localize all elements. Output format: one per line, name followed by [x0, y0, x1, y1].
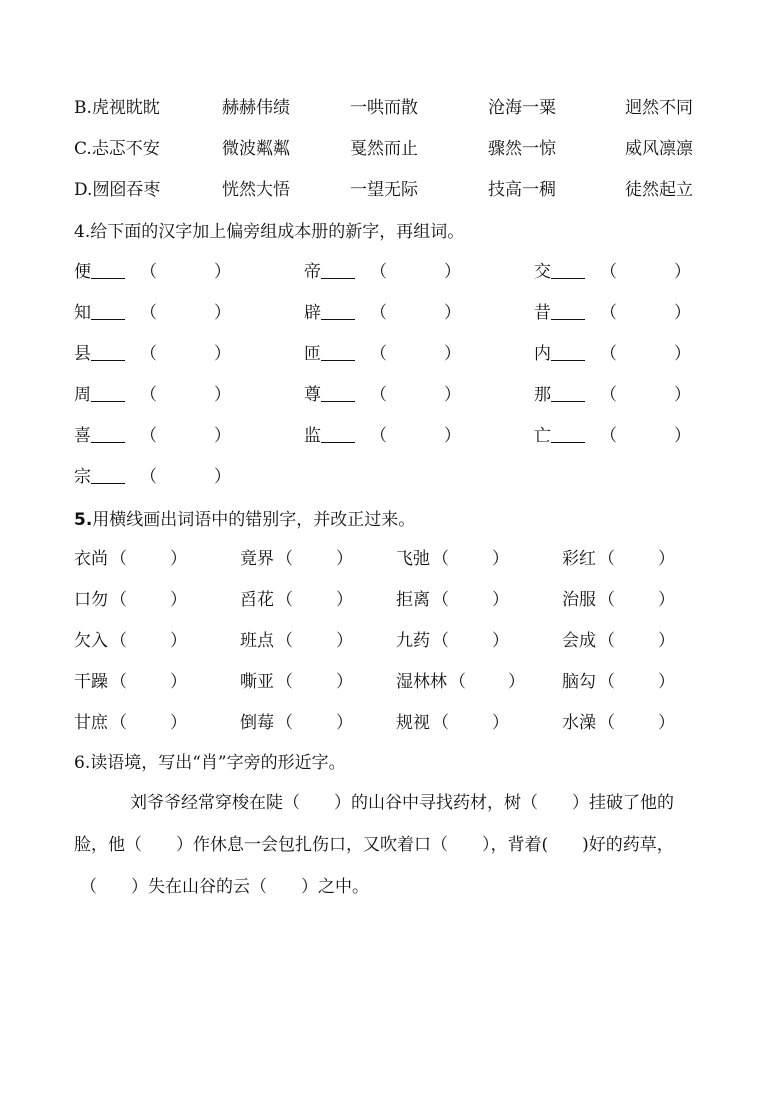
- q3-word-text: 虎视眈眈: [91, 98, 160, 118]
- q4-radical-blank[interactable]: [91, 383, 125, 402]
- q4-char: 尊: [304, 385, 321, 405]
- q4-radical-blank[interactable]: [91, 342, 125, 361]
- q4-char: 县: [74, 344, 91, 364]
- q4-radical-blank[interactable]: [321, 301, 355, 320]
- q4-paren-open: （: [370, 344, 387, 364]
- q5-word[interactable]: 嘶亚: [240, 672, 274, 692]
- q5-paren-open: （: [110, 631, 127, 651]
- q4-paren-close: ）: [214, 303, 231, 323]
- q3-option-word: [488, 93, 556, 123]
- q3-word-text: 沧海一粟: [488, 98, 556, 118]
- q4-row: [0, 380, 780, 410]
- q4-paren-open: （: [600, 344, 617, 364]
- q6-line-1: 刘爷爷经常穿梭在陡（ ）的山谷中寻找药材，树（ ）挂破了他的: [130, 793, 674, 813]
- q5-item: [240, 585, 274, 615]
- q5-row: [0, 544, 780, 574]
- q5-paren-close: ）: [658, 672, 675, 692]
- q3-option-word: [625, 134, 693, 164]
- q5-paren-open: （: [276, 713, 293, 733]
- q4-radical-blank[interactable]: [551, 301, 585, 320]
- q3-word-text: 技高一稠: [488, 180, 556, 200]
- q4-radical-blank[interactable]: [321, 424, 355, 443]
- q6-line-2: 脸，他（ ）作休息一会包扎伤口，又吹着口（ ），背着( )好的药草，: [74, 835, 674, 855]
- q4-paren-close: ）: [674, 344, 691, 364]
- q5-word[interactable]: 水澡: [562, 713, 596, 733]
- q5-paren-close: ）: [170, 672, 187, 692]
- q3-word-text: 一哄而散: [350, 98, 418, 118]
- q6-line-3: （ ）失在山谷的云（ ）之中。: [80, 877, 369, 897]
- q4-item: [74, 421, 129, 451]
- q5-paren-close: ）: [336, 631, 353, 651]
- q5-paren-open: （: [432, 590, 449, 610]
- q5-paren-close: ）: [170, 713, 187, 733]
- q4-heading: [74, 217, 464, 247]
- q4-char: 交: [534, 262, 551, 282]
- q3-option-first-word: [74, 134, 160, 164]
- q3-word-text: 威风凛凛: [625, 139, 693, 159]
- q4-radical-blank[interactable]: [321, 383, 355, 402]
- q4-radical-blank[interactable]: [91, 465, 125, 484]
- q5-item: [74, 667, 108, 697]
- q4-char: 那: [534, 385, 551, 405]
- q3-option-word: [488, 134, 556, 164]
- q5-title: 用横线画出词语中的错别字，并改正过来。: [92, 510, 416, 530]
- q3-option-word: [350, 175, 418, 205]
- q4-row: [0, 421, 780, 451]
- q3-option-first-word: [74, 175, 160, 205]
- q4-paren-close: ）: [674, 303, 691, 323]
- q3-word-text: 赫赫伟绩: [222, 98, 290, 118]
- q3-option-word: [625, 175, 693, 205]
- q4-item: [534, 339, 589, 369]
- q5-paren-open: （: [110, 549, 127, 569]
- q5-paren-open: （: [598, 549, 615, 569]
- q3-option-first-word: [74, 93, 160, 123]
- q4-paren-close: ）: [214, 344, 231, 364]
- q4-paren-close: ）: [214, 262, 231, 282]
- q4-char: 宗: [74, 467, 91, 487]
- q4-paren-open: （: [600, 426, 617, 446]
- q4-item: [74, 257, 129, 287]
- q4-row: [0, 257, 780, 287]
- q4-item: [74, 462, 129, 492]
- q4-char: 亡: [534, 426, 551, 446]
- q3-option-label: C.: [74, 139, 92, 159]
- q5-item: [74, 708, 108, 738]
- q4-item: [304, 421, 359, 451]
- q5-word[interactable]: 规视: [396, 713, 430, 733]
- q4-radical-blank[interactable]: [321, 342, 355, 361]
- q5-paren-close: ）: [492, 590, 509, 610]
- q5-row: [0, 626, 780, 656]
- q5-item: [396, 626, 430, 656]
- q4-paren-close: ）: [674, 426, 691, 446]
- q3-option-word: [488, 175, 556, 205]
- q4-radical-blank[interactable]: [551, 383, 585, 402]
- q4-char: 喜: [74, 426, 91, 446]
- q5-paren-close: ）: [336, 672, 353, 692]
- q3-word-text: 徒然起立: [625, 180, 693, 200]
- q4-item: [534, 421, 589, 451]
- q5-item: [396, 708, 430, 738]
- q4-item: [304, 257, 359, 287]
- q5-row: [0, 667, 780, 697]
- q3-option-word: [350, 134, 418, 164]
- q3-word-text: 戛然而止: [350, 139, 418, 159]
- q3-option-word: [222, 134, 290, 164]
- q4-item: [534, 257, 589, 287]
- q5-word[interactable]: 拒离: [396, 590, 430, 610]
- q5-paren-close: ）: [336, 713, 353, 733]
- q4-row: [0, 339, 780, 369]
- q3-option-row: [0, 93, 780, 123]
- q4-paren-open: （: [600, 262, 617, 282]
- q3-word-text: 骤然一惊: [488, 139, 556, 159]
- q3-option-word: [222, 93, 290, 123]
- q4-radical-blank[interactable]: [91, 301, 125, 320]
- q4-radical-blank[interactable]: [551, 260, 585, 279]
- q5-item: [240, 544, 274, 574]
- q6-passage: [74, 782, 714, 912]
- q5-row: [0, 708, 780, 738]
- q5-item: [74, 544, 108, 574]
- q3-option-label: B.: [74, 98, 92, 118]
- q4-item: [74, 339, 129, 369]
- q5-paren-open: （: [110, 590, 127, 610]
- q5-item: [562, 667, 596, 697]
- q5-item: [396, 585, 430, 615]
- q4-radical-blank[interactable]: [91, 424, 125, 443]
- q5-item: [240, 708, 274, 738]
- q4-radical-blank[interactable]: [321, 260, 355, 279]
- q5-word[interactable]: 口勿: [74, 590, 108, 610]
- q4-paren-close: ）: [674, 385, 691, 405]
- q5-paren-close: ）: [336, 590, 353, 610]
- q4-number: 4.: [74, 222, 91, 242]
- q4-item: [74, 298, 129, 328]
- q4-paren-open: （: [600, 385, 617, 405]
- q5-paren-open: （: [598, 672, 615, 692]
- q5-word[interactable]: 班点: [240, 631, 274, 651]
- q5-row: [0, 585, 780, 615]
- q4-char: 帝: [304, 262, 321, 282]
- q5-word[interactable]: 飞弛: [396, 549, 430, 569]
- q5-item: [562, 544, 596, 574]
- q5-word[interactable]: 会成: [562, 631, 596, 651]
- q4-paren-close: ）: [214, 467, 231, 487]
- q4-paren-close: ）: [444, 262, 461, 282]
- q4-paren-open: （: [600, 303, 617, 323]
- q4-paren-open: （: [370, 303, 387, 323]
- q5-paren-close: ）: [658, 549, 675, 569]
- q4-paren-open: （: [140, 385, 157, 405]
- q5-word[interactable]: 九药: [396, 631, 430, 651]
- q6-number: 6.: [74, 753, 91, 773]
- q5-paren-close: ）: [492, 549, 509, 569]
- q5-paren-close: ）: [658, 590, 675, 610]
- q3-option-word: [350, 93, 418, 123]
- q5-item: [240, 626, 274, 656]
- q5-word[interactable]: 欠入: [74, 631, 108, 651]
- q5-paren-close: ）: [492, 713, 509, 733]
- q4-paren-close: ）: [444, 385, 461, 405]
- q4-paren-close: ）: [444, 426, 461, 446]
- q5-word[interactable]: 脑勾: [562, 672, 596, 692]
- q4-item: [304, 339, 359, 369]
- q5-paren-open: （: [110, 672, 127, 692]
- q4-paren-open: （: [370, 385, 387, 405]
- q4-paren-open: （: [370, 426, 387, 446]
- q4-char: 昔: [534, 303, 551, 323]
- q4-item: [534, 380, 589, 410]
- q5-item: [562, 626, 596, 656]
- q5-paren-close: ）: [492, 631, 509, 651]
- q3-word-text: 忐忑不安: [91, 139, 160, 159]
- q5-word[interactable]: 倒莓: [240, 713, 274, 733]
- q4-radical-blank[interactable]: [551, 342, 585, 361]
- q4-char: 辟: [304, 303, 321, 323]
- q4-row: [0, 462, 780, 492]
- q4-paren-close: ）: [444, 344, 461, 364]
- q5-word[interactable]: 舀花: [240, 590, 274, 610]
- q5-item: [562, 708, 596, 738]
- q5-paren-close: ）: [170, 549, 187, 569]
- q4-paren-open: （: [140, 467, 157, 487]
- q4-item: [74, 380, 129, 410]
- q5-word[interactable]: 衣尚: [74, 549, 108, 569]
- q5-paren-close: ）: [658, 631, 675, 651]
- q5-paren-open: （: [449, 672, 466, 692]
- q4-paren-close: ）: [214, 385, 231, 405]
- q5-word[interactable]: 湿林林: [396, 672, 447, 692]
- q4-item: [304, 380, 359, 410]
- q3-word-text: 恍然大悟: [222, 180, 290, 200]
- q4-radical-blank[interactable]: [551, 424, 585, 443]
- q3-option-word: [222, 175, 290, 205]
- q5-word[interactable]: 干躁: [74, 672, 108, 692]
- q5-number: 5.: [74, 510, 93, 530]
- q5-paren-open: （: [276, 631, 293, 651]
- q4-char: 监: [304, 426, 321, 446]
- q5-item: [396, 544, 430, 574]
- q5-item: [396, 667, 447, 697]
- q5-item: [562, 585, 596, 615]
- q4-item: [534, 298, 589, 328]
- q5-paren-open: （: [276, 590, 293, 610]
- q3-option-word: [625, 93, 693, 123]
- q5-paren-close: ）: [170, 631, 187, 651]
- q5-paren-close: ）: [658, 713, 675, 733]
- q5-paren-open: （: [598, 590, 615, 610]
- q5-item: [240, 667, 274, 697]
- q5-paren-open: （: [432, 631, 449, 651]
- q4-paren-close: ）: [444, 303, 461, 323]
- q4-title: 给下面的汉字加上偏旁组成本册的新字，再组词。: [90, 222, 465, 242]
- q5-paren-close: ）: [170, 590, 187, 610]
- q3-word-text: 一望无际: [350, 180, 418, 200]
- q4-paren-open: （: [140, 344, 157, 364]
- q4-char: 知: [74, 303, 91, 323]
- q3-option-row: [0, 134, 780, 164]
- q4-paren-open: （: [370, 262, 387, 282]
- q5-item: [74, 585, 108, 615]
- q4-char: 匝: [304, 344, 321, 364]
- q5-heading: [74, 505, 415, 535]
- q5-paren-open: （: [276, 672, 293, 692]
- q6-heading: [74, 748, 346, 778]
- q3-option-label: D.: [74, 180, 93, 200]
- q5-paren-open: （: [598, 631, 615, 651]
- q5-item: [74, 626, 108, 656]
- q4-radical-blank[interactable]: [91, 260, 125, 279]
- q3-word-text: 迥然不同: [625, 98, 693, 118]
- q5-word[interactable]: 竟界: [240, 549, 274, 569]
- q4-row: [0, 298, 780, 328]
- q6-title: 读语境，写出“肖”字旁的形近字。: [90, 753, 346, 773]
- q4-paren-close: ）: [674, 262, 691, 282]
- q3-word-text: 微波粼粼: [222, 139, 290, 159]
- q5-word[interactable]: 治服: [562, 590, 596, 610]
- q4-item: [304, 298, 359, 328]
- q5-word[interactable]: 彩红: [562, 549, 596, 569]
- q5-paren-close: ）: [336, 549, 353, 569]
- q5-paren-open: （: [110, 713, 127, 733]
- q5-paren-open: （: [598, 713, 615, 733]
- q5-paren-close: ）: [508, 672, 525, 692]
- q4-char: 内: [534, 344, 551, 364]
- q3-option-row: [0, 175, 780, 205]
- q4-paren-open: （: [140, 426, 157, 446]
- q4-char: 周: [74, 385, 91, 405]
- q5-word[interactable]: 甘庶: [74, 713, 108, 733]
- q4-paren-open: （: [140, 262, 157, 282]
- q3-word-text: 囫囵吞枣: [92, 180, 161, 200]
- q5-paren-open: （: [276, 549, 293, 569]
- q4-char: 便: [74, 262, 91, 282]
- q4-paren-open: （: [140, 303, 157, 323]
- q4-paren-close: ）: [214, 426, 231, 446]
- q5-paren-open: （: [432, 549, 449, 569]
- q5-paren-open: （: [432, 713, 449, 733]
